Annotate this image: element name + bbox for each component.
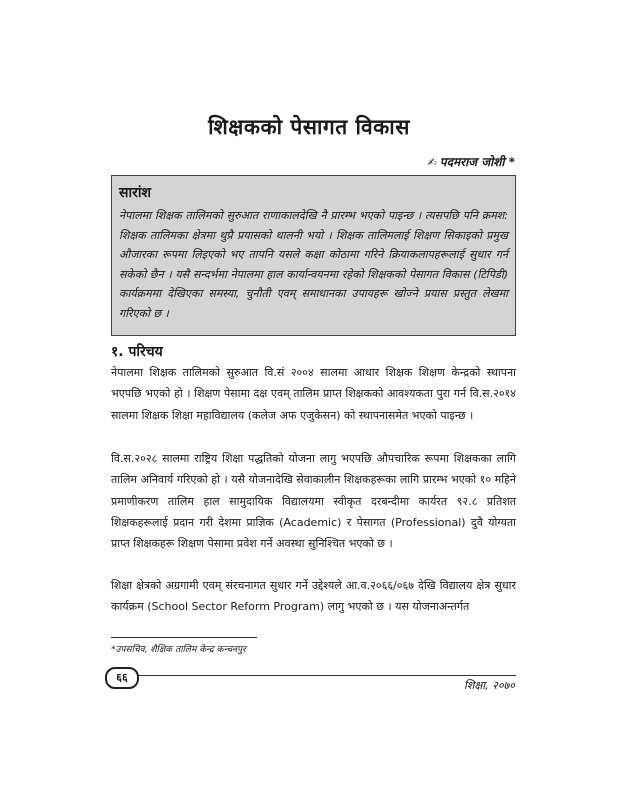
- abstract-box: [111, 175, 516, 336]
- paragraph-text: वि.स.२०२८ सालमा राष्ट्रिय शिक्षा पद्धतिको योजना लागु भएपछि औपचारिक रूपमा शिक्षकका लागि तालिम अनिवार्य गरिएको हो । यसै योजनादेखि सेवाकालीन शिक्षकहरूका लागि प्रारम्भ भएको १० महिने प्रमाणीकरण तालिम हाल सामुदायिक विद्यालयमा स्वीकृत दरबन्दीमा कार्यरत ९२.८ प्रतिशत शिक्षकहरूलाई प्रदान गरी देशमा प्राज्ञिक (Academic) र पेसागत (Professional) दुवै योग्यता प्राप्त शिक्षकहरू शिक्षण पेसामा प्रवेश गर्ने अवस्था सुनिश्चित भएको छ ।: [111, 452, 516, 551]
- footer-divider: [121, 675, 516, 676]
- author-line: [428, 153, 515, 170]
- abstract-heading: सारांश: [119, 185, 151, 201]
- pen-icon: ✍: [427, 156, 437, 169]
- abstract-text: नेपालमा शिक्षक तालिमको सुरुआत राणाकालदेखि नै प्रारम्भ भएको पाइन्छ । त्यसपछि पनि क्रमश: शिक्षक तालिमका क्षेत्रमा थुप्रै प्रयासको थालनी भयो । शिक्षक तालिमलाई शिक्षण सिकाइको प्रमुख औजारका रूपमा लिइएको भए तापनि यसले कक्षा कोठामा गरिने क्रियाकलापहरूलाई सुधार गर्न सकेको छैन । यसै सन्दर्भमा नेपालमा हाल कार्यान्वयनमा रहेको शिक्षकको पेसागत विकास (टिपिडी) कार्यक्रममा देखिएका समस्या, चुनौती एवम् समाधानका उपायहरू खोज्ने प्रयास प्रस्तुत लेखमा गरिएको छ ।: [119, 209, 508, 320]
- journal-name: शिक्षा, २०७०: [464, 679, 515, 692]
- footnote: *उपसचिव, शैक्षिक तालिम केन्द्र कन्चनपुर: [111, 645, 246, 655]
- article-title: शिक्षकको पेसागत विकास: [208, 115, 410, 139]
- paragraph-text: नेपालमा शिक्षक तालिमको सुरुआत वि.सं २००४ सालमा आधार शिक्षक शिक्षण केन्द्रको स्थापना भएपछि भएको हो । शिक्षण पेसामा दक्ष एवम् तालिम प्राप्त शिक्षकको आवश्यकता पुरा गर्न वि.स.२०१४ सालमा शिक्षक शिक्षा महाविद्यालय (कलेज अफ एजुकेसन) को स्थापनासमेत भएको पाइन्छ ।: [111, 366, 516, 422]
- body-paragraph-2: [111, 448, 516, 554]
- body-paragraph-3: [111, 575, 516, 618]
- author-name: पदमराज जोशी *: [439, 155, 515, 169]
- section-heading: १. परिचय: [111, 344, 163, 360]
- page-number: ६६: [105, 667, 139, 689]
- paragraph-text: शिक्षा क्षेत्रको अग्रगामी एवम् संरचनागत सुधार गर्ने उद्देश्यले आ.व.२०६६/०६७ देखि विद्यालय क्षेत्र सुधार कार्यक्रम (School Sector Reform Program) लागु भएको छ । यस योजनाअन्तर्गत: [111, 579, 516, 614]
- body-paragraph-1: [111, 362, 516, 426]
- footnote-divider: [111, 637, 257, 638]
